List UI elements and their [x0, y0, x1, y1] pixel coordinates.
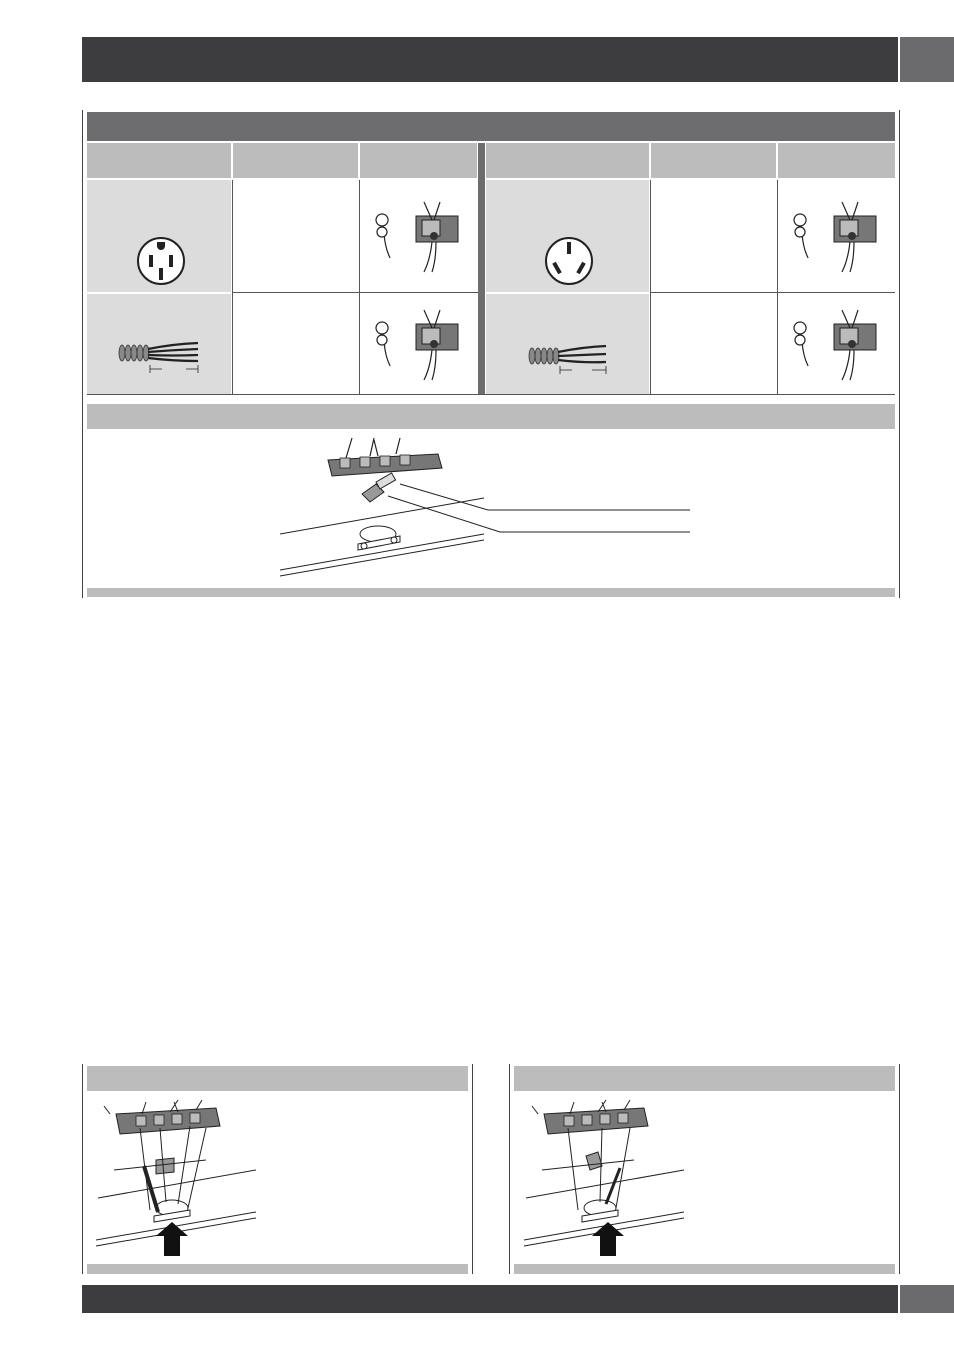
- four-wire-panel-header: [87, 1066, 468, 1091]
- grid-line: [232, 292, 478, 293]
- grid-line: [650, 292, 895, 293]
- table-subheader-cell: [360, 143, 477, 178]
- table-subheader-cell: [486, 143, 649, 178]
- three-wire-connection-illustration: [524, 1100, 694, 1256]
- grid-line: [87, 394, 895, 395]
- three-prong-outlet-icon: [544, 236, 594, 286]
- four-wire-cable-icon: [118, 335, 208, 377]
- page-footer-tab: [900, 1285, 954, 1313]
- strain-relief-footer-band: [87, 588, 895, 597]
- three-wire-panel-header: [514, 1066, 895, 1091]
- ring-terminal-block-icon: [790, 198, 882, 276]
- page-footer-bar: [82, 1285, 898, 1313]
- ring-terminal-block-icon: [790, 306, 882, 384]
- page-header-tab: [900, 37, 954, 82]
- terminal-block-strain-relief-illustration: [278, 436, 698, 582]
- grid-line: [359, 180, 360, 394]
- table-subheader-cell: [233, 143, 358, 178]
- strain-relief-header: [87, 404, 895, 429]
- four-wire-connection-illustration: [96, 1100, 266, 1256]
- table-center-divider: [478, 143, 485, 394]
- grid-line: [650, 180, 651, 394]
- table-subheader-cell: [778, 143, 895, 178]
- four-wire-panel-footer-band: [87, 1264, 468, 1274]
- wiring-table-header: [87, 112, 895, 141]
- grid-line: [777, 180, 778, 394]
- grid-line: [232, 180, 233, 394]
- ring-terminal-block-icon: [372, 306, 464, 384]
- three-wire-cable-icon: [528, 338, 618, 380]
- table-subheader-cell: [87, 143, 231, 178]
- page-header-bar: [82, 37, 898, 82]
- three-wire-panel-footer-band: [514, 1264, 895, 1274]
- table-subheader-cell: [651, 143, 776, 178]
- four-prong-outlet-icon: [136, 236, 186, 286]
- ring-terminal-block-icon: [372, 198, 464, 276]
